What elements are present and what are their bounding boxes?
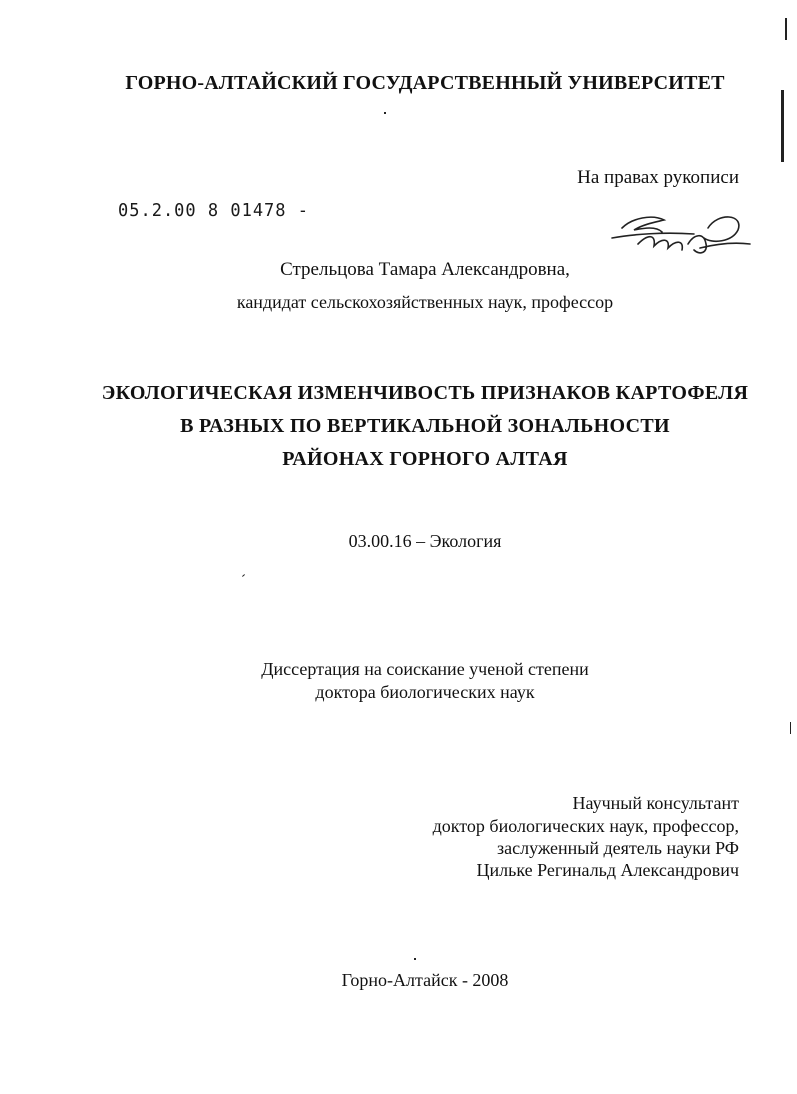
archive-stamp-code: 05.2.00 8 01478 - [118, 200, 309, 222]
scan-dot [242, 574, 245, 577]
advisor-line: Цильке Регинальд Александрович [476, 860, 739, 880]
university-name: ГОРНО-АЛТАЙСКИЙ ГОСУДАРСТВЕННЫЙ УНИВЕРСИТЕТ [125, 72, 725, 94]
signature-icon [604, 204, 754, 264]
scan-edge-mark [790, 722, 791, 734]
city-year: Горно-Алтайск - 2008 [341, 970, 509, 990]
scan-edge-mark [785, 18, 787, 40]
scan-edge-mark [781, 90, 784, 162]
author-degree: кандидат сельскохозяйственных наук, профессор [236, 292, 614, 312]
author-name: Стрельцова Тамара Александровна, [280, 259, 570, 280]
dissertation-type-line: Диссертация на соискание ученой степени [261, 659, 589, 679]
advisor-line: доктор биологических наук, профессор, [432, 816, 739, 836]
advisor-line: заслуженный деятель науки РФ [497, 838, 739, 858]
thesis-title-line: В РАЗНЫХ ПО ВЕРТИКАЛЬНОЙ ЗОНАЛЬНОСТИ [180, 415, 670, 437]
dissertation-type-line: доктора биологических наук [315, 682, 535, 702]
manuscript-note: На правах рукописи [577, 167, 739, 188]
specialty-code: 03.00.16 – Экология [348, 531, 502, 551]
thesis-title-line: ЭКОЛОГИЧЕСКАЯ ИЗМЕНЧИВОСТЬ ПРИЗНАКОВ КАРТОФЕЛЯ [101, 382, 749, 404]
thesis-title-line: РАЙОНАХ ГОРНОГО АЛТАЯ [282, 448, 568, 470]
advisor-line: Научный консультант [572, 793, 739, 813]
scan-dot [414, 958, 416, 960]
scan-dot [384, 112, 386, 114]
